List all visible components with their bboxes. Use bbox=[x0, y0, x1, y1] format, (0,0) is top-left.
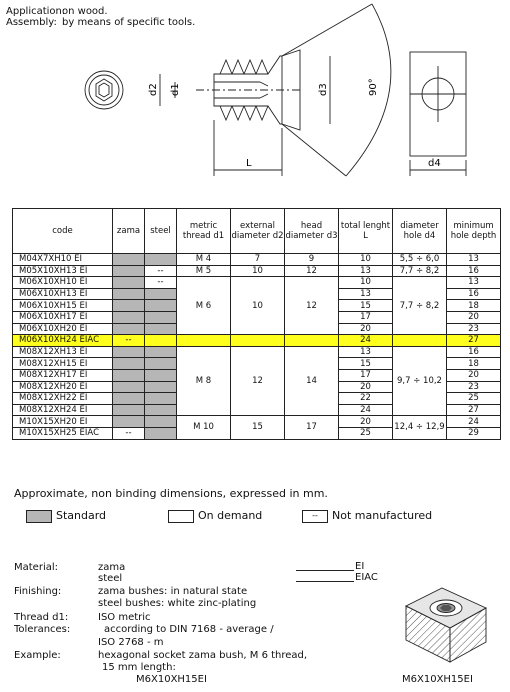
cell-L: 13 bbox=[339, 288, 393, 300]
cell-depth: 24 bbox=[447, 416, 501, 428]
legend-on-demand-label: On demand bbox=[198, 509, 263, 522]
col-diam-hole: diameter hole d4 bbox=[393, 209, 447, 254]
cell-L: 22 bbox=[339, 393, 393, 405]
assembly-value: by means of specific tools. bbox=[62, 17, 196, 28]
cell-depth: 16 bbox=[447, 288, 501, 300]
cell-depth: 16 bbox=[447, 265, 501, 277]
cell-zama bbox=[113, 404, 145, 416]
hex-socket-view-icon bbox=[85, 71, 123, 109]
cell-zama: -- bbox=[113, 335, 145, 347]
cell-steel bbox=[145, 335, 177, 347]
cell-L: 24 bbox=[339, 335, 393, 347]
suffix-line-1 bbox=[296, 570, 354, 571]
cell-thread: M 6 bbox=[177, 277, 231, 335]
cell-depth: 13 bbox=[447, 254, 501, 266]
table-row bbox=[13, 416, 501, 428]
cell-d4: 9,7 ÷ 10,2 bbox=[393, 346, 447, 416]
assembly-label: Assembly: bbox=[6, 17, 57, 28]
bush-block-illustration-icon bbox=[396, 576, 496, 668]
cell-depth: 23 bbox=[447, 381, 501, 393]
col-code: code bbox=[13, 209, 113, 254]
cell-steel bbox=[145, 288, 177, 300]
cell-L: 25 bbox=[339, 427, 393, 439]
cell-depth: 25 bbox=[447, 393, 501, 405]
tolerances-1: according to DIN 7168 - average / bbox=[104, 624, 274, 635]
example-2: 15 mm length: bbox=[102, 662, 176, 673]
cell-zama bbox=[113, 416, 145, 428]
cell-steel bbox=[145, 369, 177, 381]
cell-zama bbox=[113, 254, 145, 266]
dim-d4-label: d4 bbox=[428, 158, 441, 169]
col-external: external diameter d2 bbox=[231, 209, 285, 254]
cell-steel bbox=[145, 393, 177, 405]
cell-d4: 7,7 ÷ 8,2 bbox=[393, 265, 447, 277]
table-row bbox=[13, 254, 501, 266]
cell-code: M10X15XH25 EIAC bbox=[13, 427, 113, 439]
dim-d3-label: d3 bbox=[318, 83, 329, 96]
example-code: M6X10XH15EI bbox=[136, 674, 207, 685]
suffix-line-2 bbox=[296, 581, 354, 582]
cell-L: 20 bbox=[339, 323, 393, 335]
col-min-hole: minimum hole depth bbox=[447, 209, 501, 254]
suffix-ei: EI bbox=[355, 561, 365, 572]
cell-steel: -- bbox=[145, 265, 177, 277]
cell-zama bbox=[113, 265, 145, 277]
material-steel: steel bbox=[98, 573, 123, 584]
cell-depth: 18 bbox=[447, 358, 501, 370]
cell-zama bbox=[113, 311, 145, 323]
cell-d3: 14 bbox=[285, 346, 339, 416]
cell-d2: 10 bbox=[231, 277, 285, 335]
cell-depth: 13 bbox=[447, 277, 501, 289]
thread-label: Thread d1: bbox=[14, 612, 69, 623]
example-1: hexagonal socket zama bush, M 6 thread, bbox=[98, 650, 308, 661]
cell-depth: 27 bbox=[447, 404, 501, 416]
cell-d2: 12 bbox=[231, 346, 285, 416]
legend-standard-swatch bbox=[26, 510, 52, 523]
cell-thread: M 4 bbox=[177, 254, 231, 266]
cell-code: M04X7XH10 EI bbox=[13, 254, 113, 266]
col-head: head diameter d3 bbox=[285, 209, 339, 254]
cell-zama bbox=[113, 358, 145, 370]
cell-code: M06X10XH24 EIAC bbox=[13, 335, 113, 347]
cell-code: M08X12XH13 EI bbox=[13, 346, 113, 358]
technical-drawing bbox=[0, 0, 510, 205]
cell-code: M10X15XH20 EI bbox=[13, 416, 113, 428]
cell-zama bbox=[113, 369, 145, 381]
cell-L: 13 bbox=[339, 265, 393, 277]
legend-standard-label: Standard bbox=[56, 509, 107, 522]
cell-code: M06X10XH10 EI bbox=[13, 277, 113, 289]
cell-steel bbox=[145, 311, 177, 323]
cell-depth: 18 bbox=[447, 300, 501, 312]
dim-d2-label: d2 bbox=[148, 83, 159, 96]
col-total: total lenght L bbox=[339, 209, 393, 254]
cell-steel bbox=[145, 346, 177, 358]
dimensions-note: Approximate, non binding dimensions, expressed in mm. bbox=[14, 487, 328, 500]
table-row bbox=[13, 346, 501, 358]
cell-d4: 12,4 ÷ 12,9 bbox=[393, 416, 447, 439]
cell-code: M06X10XH20 EI bbox=[13, 323, 113, 335]
cell-depth: 27 bbox=[447, 335, 501, 347]
cell-steel bbox=[145, 427, 177, 439]
cell-d2: 15 bbox=[231, 416, 285, 439]
cell-L: 15 bbox=[339, 300, 393, 312]
cell-d4: 5,5 ÷ 6,0 bbox=[393, 254, 447, 266]
cell-zama bbox=[113, 300, 145, 312]
cell-depth: 20 bbox=[447, 369, 501, 381]
cell-L: 13 bbox=[339, 346, 393, 358]
tolerances-2: ISO 2768 - m bbox=[98, 637, 164, 648]
cell-L: 24 bbox=[339, 404, 393, 416]
application-label: Application: bbox=[6, 6, 66, 17]
legend-not-manufactured-swatch: -- bbox=[302, 510, 328, 523]
cell-thread: M 10 bbox=[177, 416, 231, 439]
cell-code: M08X12XH17 EI bbox=[13, 369, 113, 381]
cell-code: M08X12XH24 EI bbox=[13, 404, 113, 416]
cell-d4 bbox=[393, 335, 447, 347]
cell-code: M08X12XH22 EI bbox=[13, 393, 113, 405]
table-header-row bbox=[13, 209, 501, 254]
cell-d3: 12 bbox=[285, 265, 339, 277]
cell-L: 20 bbox=[339, 381, 393, 393]
dim-angle-label: 90° bbox=[368, 78, 379, 96]
suffix-eiac: EIAC bbox=[355, 572, 378, 583]
cell-d3: 12 bbox=[285, 277, 339, 335]
cell-steel bbox=[145, 381, 177, 393]
cell-L: 15 bbox=[339, 358, 393, 370]
cell-d3 bbox=[285, 335, 339, 347]
cell-L: 20 bbox=[339, 416, 393, 428]
cell-steel bbox=[145, 300, 177, 312]
cell-thread: M 5 bbox=[177, 265, 231, 277]
cell-code: M08X12XH15 EI bbox=[13, 358, 113, 370]
tolerances-label: Tolerances: bbox=[14, 624, 71, 635]
cell-d3: 17 bbox=[285, 416, 339, 439]
cell-thread bbox=[177, 335, 231, 347]
cell-steel bbox=[145, 323, 177, 335]
application-value: on wood. bbox=[62, 6, 108, 17]
cell-zama bbox=[113, 381, 145, 393]
bush-side-view-icon bbox=[160, 4, 391, 176]
legend-not-manufactured-label: Not manufactured bbox=[332, 509, 433, 522]
cell-depth: 20 bbox=[447, 311, 501, 323]
material-label: Material: bbox=[14, 562, 58, 573]
cell-d2 bbox=[231, 335, 285, 347]
cell-zama: -- bbox=[113, 427, 145, 439]
cell-d4: 7,7 ÷ 8,2 bbox=[393, 277, 447, 335]
table-row-highlighted bbox=[13, 335, 501, 347]
cell-code: M06X10XH15 EI bbox=[13, 300, 113, 312]
cell-code: M08X12XH20 EI bbox=[13, 381, 113, 393]
finishing-steel: steel bushes: white zinc-plating bbox=[98, 598, 257, 609]
cell-steel bbox=[145, 416, 177, 428]
cell-zama bbox=[113, 323, 145, 335]
cell-code: M06X10XH13 EI bbox=[13, 288, 113, 300]
table-row bbox=[13, 277, 501, 289]
cell-zama bbox=[113, 393, 145, 405]
cell-depth: 23 bbox=[447, 323, 501, 335]
illustration-caption: M6X10XH15EI bbox=[402, 674, 473, 685]
cell-thread: M 8 bbox=[177, 346, 231, 416]
cell-code: M06X10XH17 EI bbox=[13, 311, 113, 323]
cell-L: 10 bbox=[339, 254, 393, 266]
col-metric: metric thread d1 bbox=[177, 209, 231, 254]
cell-code: M05X10XH13 EI bbox=[13, 265, 113, 277]
example-label: Example: bbox=[14, 650, 61, 661]
legend-on-demand-swatch bbox=[168, 510, 194, 523]
finishing-label: Finishing: bbox=[14, 586, 62, 597]
col-zama: zama bbox=[113, 209, 145, 254]
cell-L: 17 bbox=[339, 311, 393, 323]
cell-d2: 10 bbox=[231, 265, 285, 277]
cell-zama bbox=[113, 346, 145, 358]
cell-steel bbox=[145, 254, 177, 266]
cell-zama bbox=[113, 288, 145, 300]
cell-d3: 9 bbox=[285, 254, 339, 266]
finishing-zama: zama bushes: in natural state bbox=[98, 586, 248, 597]
dimensions-table bbox=[12, 208, 501, 440]
cell-steel bbox=[145, 404, 177, 416]
dim-d1-label: d1 bbox=[170, 83, 181, 96]
cell-depth: 29 bbox=[447, 427, 501, 439]
cell-d2: 7 bbox=[231, 254, 285, 266]
cell-steel: -- bbox=[145, 277, 177, 289]
col-steel: steel bbox=[145, 209, 177, 254]
cell-L: 10 bbox=[339, 277, 393, 289]
cell-zama bbox=[113, 277, 145, 289]
cell-depth: 16 bbox=[447, 346, 501, 358]
material-zama: zama bbox=[98, 562, 126, 573]
thread-value: ISO metric bbox=[98, 612, 151, 623]
cell-steel bbox=[145, 358, 177, 370]
dim-L-label: L bbox=[246, 158, 252, 169]
cell-L: 17 bbox=[339, 369, 393, 381]
table-row bbox=[13, 265, 501, 277]
